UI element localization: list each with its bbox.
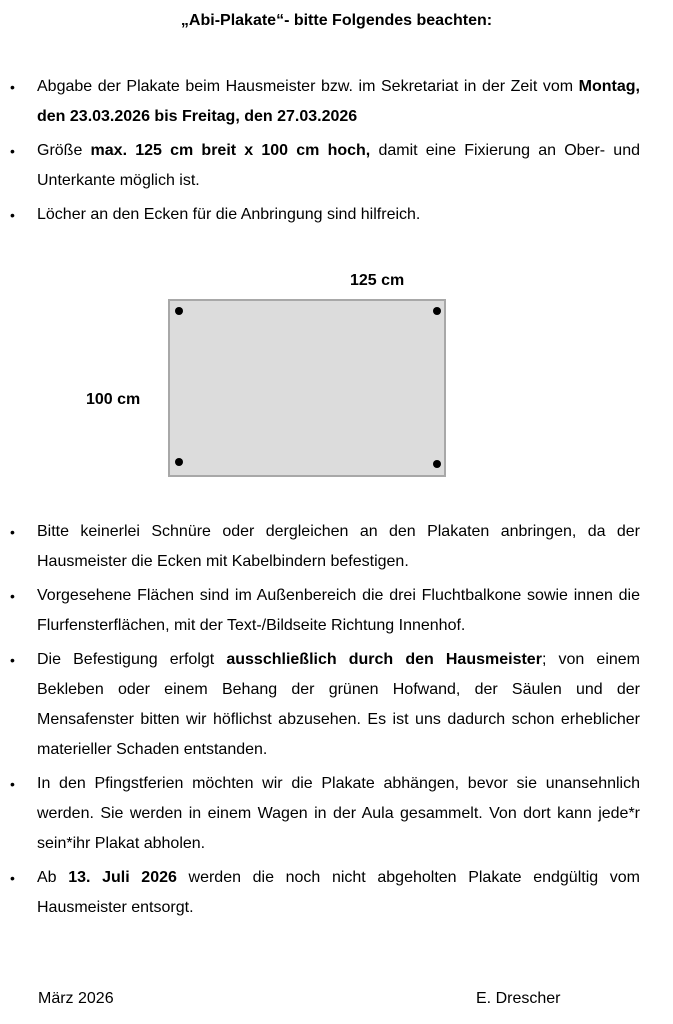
bullet-icon: • <box>10 652 15 668</box>
text: ; von einem Bekleben oder einem Behang der grünen Hofwand, der Säulen und der Mensafenster bitten wir höflichst abzusehen. Es ist uns dadurch schon erheblicher materieller Schaden entstanden. <box>37 651 640 758</box>
bullet-icon: • <box>10 207 15 223</box>
bullet-list-top <box>0 72 673 234</box>
list-item <box>0 581 640 641</box>
text: werden die noch nicht abgeholten Plakate endgültig vom Hausmeister entsorgt. <box>37 869 641 916</box>
list-item <box>0 136 640 196</box>
footer-date: März 2026 <box>38 990 114 1007</box>
poster-size-diagram <box>0 260 673 490</box>
bullet-list-bottom <box>0 517 673 927</box>
bold-text: max. 125 cm breit x 100 cm hoch, <box>90 142 371 159</box>
list-item <box>0 863 640 923</box>
footer-signature: E. Drescher <box>476 990 561 1007</box>
text: damit eine Fixierung an Ober- und Unterkante möglich ist. <box>37 142 640 189</box>
width-label: 125 cm <box>350 272 405 289</box>
bold-text: ausschließlich durch den Hausmeister <box>226 651 542 668</box>
hole-bottom-right-icon <box>433 460 441 468</box>
text: Bitte keinerlei Schnüre oder dergleichen an den Plakaten anbringen, da der Hausmeister die Ecken mit Kabelbindern befestigen. <box>37 523 640 570</box>
text: In den Pfingstferien möchten wir die Plakate abhängen, bevor sie unansehnlich werden. Sie werden in einem Wagen in der Aula gesammelt. Von dort kann jede*r sein*ihr Plakat abholen. <box>37 775 640 852</box>
bold-text: Montag, den 23.03.2026 bis Freitag, den 27.03.2026 <box>37 78 640 125</box>
list-item <box>0 517 640 577</box>
text: Ab <box>37 869 69 886</box>
height-label: 100 cm <box>86 391 141 408</box>
bullet-icon: • <box>10 870 15 886</box>
text: Größe <box>37 142 91 159</box>
hole-bottom-left-icon <box>175 458 183 466</box>
text: Abgabe der Plakate beim Hausmeister bzw. im Sekretariat in der Zeit vom <box>37 78 579 95</box>
text: Die Befestigung erfolgt <box>37 651 227 668</box>
list-item <box>0 645 640 765</box>
bullet-icon: • <box>10 776 15 792</box>
text: Vorgesehene Flächen sind im Außenbereich die drei Fluchtbalkone sowie innen die Flurfensterflächen, mit der Text-/Bildseite Richtung Innenhof. <box>37 587 640 634</box>
bullet-icon: • <box>10 524 15 540</box>
list-item <box>0 200 640 230</box>
bullet-icon: • <box>10 588 15 604</box>
bullet-icon: • <box>10 79 15 95</box>
bold-text: 13. Juli 2026 <box>68 869 177 886</box>
list-item <box>0 769 640 859</box>
poster-rectangle <box>168 299 446 477</box>
bullet-icon: • <box>10 143 15 159</box>
hole-top-right-icon <box>433 307 441 315</box>
list-item <box>0 72 640 132</box>
hole-top-left-icon <box>175 307 183 315</box>
text: Löcher an den Ecken für die Anbringung sind hilfreich. <box>37 206 421 223</box>
document-title: „Abi-Plakate“- bitte Folgendes beachten: <box>180 12 493 29</box>
